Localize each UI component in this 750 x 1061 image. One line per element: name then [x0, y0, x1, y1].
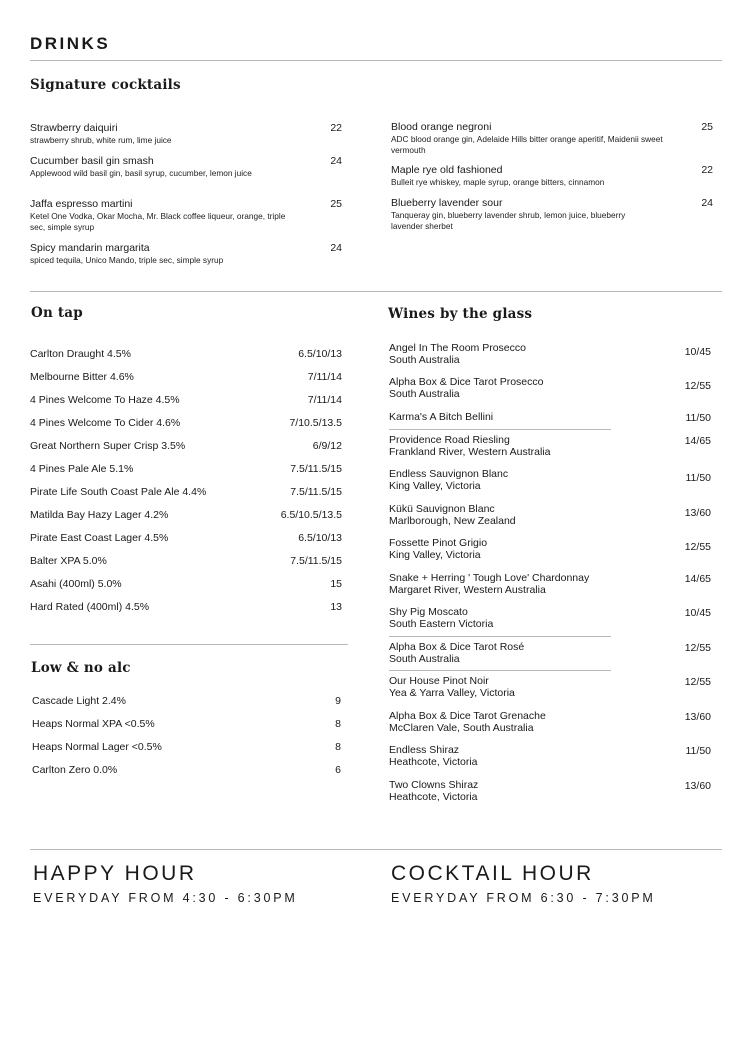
cocktail-hour-block	[391, 862, 656, 905]
low-price: 8	[335, 741, 341, 753]
happy-hour-title: HAPPY HOUR	[33, 862, 197, 885]
cocktail-desc: Tanqueray gin, blueberry lavender shrub, lemon juice, blueberry lavender sherbet	[391, 210, 626, 231]
tap-name: 4 Pines Pale Ale 5.1%	[30, 463, 134, 475]
low-no-heading: Low & no alc	[31, 660, 131, 676]
wine-region: Heathcote, Victoria	[389, 790, 478, 803]
cocktail-name: Blueberry lavender sour	[391, 197, 503, 209]
cocktail-desc: Bulleit rye whiskey, maple syrup, orange bitters, cinnamon	[391, 177, 605, 187]
wine-price: 12/55	[684, 541, 711, 553]
wine-name: Snake + Herring ' Tough Love' Chardonnay	[389, 572, 590, 584]
cocktail-item	[30, 242, 350, 266]
tap-price: 7.5/11.5/15	[290, 555, 342, 567]
section-divider	[30, 644, 348, 645]
tap-name: Pirate Life South Coast Pale Ale 4.4%	[30, 486, 207, 498]
tap-price: 6.5/10/13	[298, 532, 342, 544]
low-price: 9	[335, 695, 341, 707]
wine-price: 14/65	[684, 435, 711, 447]
wine-price: 14/65	[684, 573, 711, 585]
tap-price: 15	[330, 578, 342, 590]
wine-price: 13/60	[684, 780, 711, 792]
wine-name: Alpha Box & Dice Tarot Rosé	[389, 641, 525, 653]
cocktail-name: Cucumber basil gin smash	[30, 155, 154, 167]
cocktail-desc: strawberry shrub, white rum, lime juice	[30, 135, 172, 145]
cocktail-item	[391, 164, 713, 188]
wine-name: Fossette Pinot Grigio	[389, 537, 488, 549]
low-price: 8	[335, 718, 341, 730]
tap-price: 7/11/14	[307, 394, 342, 406]
wine-price: 11/50	[685, 472, 711, 484]
tap-name: Asahi (400ml) 5.0%	[30, 578, 122, 590]
wine-name: Two Clowns Shiraz	[389, 779, 479, 791]
wine-region: Frankland River, Western Australia	[389, 445, 551, 458]
tap-price: 6.5/10.5/13.5	[280, 509, 342, 521]
wine-price: 13/60	[684, 507, 711, 519]
cocktail-name: Jaffa espresso martini	[30, 198, 133, 210]
cocktail-item	[30, 122, 350, 146]
wine-region: King Valley, Victoria	[389, 548, 481, 561]
cocktail-hour-title: COCKTAIL HOUR	[391, 862, 594, 885]
wines-heading: Wines by the glass	[388, 306, 533, 322]
tap-name: 4 Pines Welcome To Haze 4.5%	[30, 394, 180, 406]
list-item	[389, 504, 711, 527]
wine-name: Kükü Sauvignon Blanc	[389, 503, 495, 515]
tap-name: Carlton Draught 4.5%	[30, 348, 131, 360]
signature-heading: Signature cocktails	[30, 77, 181, 93]
list-item	[389, 676, 711, 699]
title-divider	[30, 60, 722, 61]
tap-name: Pirate East Coast Lager 4.5%	[30, 532, 169, 544]
wine-region: Marlborough, New Zealand	[389, 514, 516, 527]
list-item	[389, 377, 711, 400]
wine-name: Angel In The Room Prosecco	[389, 342, 526, 354]
cocktail-desc: Ketel One Vodka, Okar Mocha, Mr. Black coffee liqueur, orange, triple sec, simple syrup	[30, 211, 286, 232]
list-item	[389, 538, 711, 561]
wine-region: McClaren Vale, South Australia	[389, 721, 534, 734]
happy-hour-block	[33, 862, 298, 905]
cocktail-price: 25	[330, 198, 342, 210]
cocktail-name: Maple rye old fashioned	[391, 164, 503, 176]
wine-price: 11/50	[685, 745, 711, 757]
list-item	[30, 532, 342, 544]
cocktail-desc: Applewood wild basil gin, basil syrup, cucumber, lemon juice	[30, 168, 252, 178]
cocktail-name: Spicy mandarin margarita	[30, 242, 150, 254]
wine-name: Our House Pinot Noir	[389, 675, 489, 687]
wine-price: 12/55	[684, 676, 711, 688]
wine-divider	[389, 429, 611, 430]
wine-region: South Australia	[389, 387, 460, 400]
list-item	[30, 463, 342, 475]
tap-price: 13	[330, 601, 342, 613]
wine-region: South Eastern Victoria	[389, 617, 494, 630]
tap-price: 6.5/10/13	[298, 348, 342, 360]
list-item	[30, 601, 342, 613]
cocktail-hour-time: EVERYDAY FROM 6:30 - 7:30PM	[391, 891, 656, 905]
cocktail-price: 24	[701, 197, 713, 209]
list-item	[32, 695, 341, 707]
wine-region: South Australia	[389, 353, 460, 366]
list-item	[30, 509, 342, 521]
list-item	[389, 745, 711, 768]
list-item	[32, 764, 341, 776]
list-item	[30, 578, 342, 590]
cocktail-desc: ADC blood orange gin, Adelaide Hills bitter orange aperitif, Maidenii sweet vermouth	[391, 134, 663, 155]
cocktail-item	[30, 155, 350, 179]
wine-region: South Australia	[389, 652, 460, 665]
wine-name: Alpha Box & Dice Tarot Grenache	[389, 710, 546, 722]
tap-name: 4 Pines Welcome To Cider 4.6%	[30, 417, 181, 429]
cocktail-name: Blood orange negroni	[391, 121, 492, 133]
tap-price: 7/10.5/13.5	[289, 417, 342, 429]
list-item	[389, 469, 711, 492]
list-item	[30, 348, 342, 360]
wine-name: Endless Sauvignon Blanc	[389, 468, 509, 480]
wine-region: Margaret River, Western Australia	[389, 583, 546, 596]
list-item	[389, 711, 711, 734]
page-title: DRINKS	[30, 34, 111, 53]
wine-region: King Valley, Victoria	[389, 479, 481, 492]
wine-price: 11/50	[685, 412, 711, 424]
wine-price: 10/45	[684, 607, 711, 619]
low-name: Carlton Zero 0.0%	[32, 764, 118, 776]
tap-name: Melbourne Bitter 4.6%	[30, 371, 134, 383]
tap-name: Balter XPA 5.0%	[30, 555, 107, 567]
wine-name: Alpha Box & Dice Tarot Prosecco	[389, 376, 544, 388]
list-item	[389, 780, 711, 803]
list-item	[30, 440, 342, 452]
wine-price: 10/45	[684, 346, 711, 358]
wine-price: 12/55	[684, 380, 711, 392]
list-item	[32, 718, 341, 730]
list-item	[30, 394, 342, 406]
list-item	[30, 417, 342, 429]
on-tap-heading: On tap	[31, 305, 83, 321]
tap-name: Matilda Bay Hazy Lager 4.2%	[30, 509, 169, 521]
tap-price: 6/9/12	[312, 440, 342, 452]
tap-name: Great Northern Super Crisp 3.5%	[30, 440, 186, 452]
tap-name: Hard Rated (400ml) 4.5%	[30, 601, 150, 613]
wine-name: Karma's A Bitch Bellini	[389, 411, 494, 423]
tap-price: 7.5/11.5/15	[290, 463, 342, 475]
wine-name: Providence Road Riesling	[389, 434, 510, 446]
list-item	[30, 555, 342, 567]
low-name: Cascade Light 2.4%	[32, 695, 126, 707]
tap-price: 7/11/14	[307, 371, 342, 383]
cocktail-price: 25	[701, 121, 713, 133]
list-item	[389, 642, 711, 665]
cocktail-desc: spiced tequila, Unico Mando, triple sec, simple syrup	[30, 255, 224, 265]
cocktail-price: 24	[330, 242, 342, 254]
wine-region: Heathcote, Victoria	[389, 755, 478, 768]
wine-name: Endless Shiraz	[389, 744, 460, 756]
list-item	[389, 573, 711, 596]
low-name: Heaps Normal Lager <0.5%	[32, 741, 162, 753]
wine-divider	[389, 670, 611, 671]
list-item	[389, 435, 711, 458]
low-name: Heaps Normal XPA <0.5%	[32, 718, 155, 730]
wine-price: 13/60	[684, 711, 711, 723]
list-item	[30, 371, 342, 383]
cocktail-price: 22	[701, 164, 713, 176]
cocktail-price: 24	[330, 155, 342, 167]
cocktail-item	[391, 197, 713, 231]
happy-hour-time: EVERYDAY FROM 4:30 - 6:30PM	[33, 891, 298, 905]
list-item	[389, 412, 711, 424]
cocktail-item	[391, 121, 713, 155]
cocktail-item	[30, 198, 350, 232]
wine-price: 12/55	[684, 642, 711, 654]
list-item	[32, 741, 341, 753]
wine-divider	[389, 636, 611, 637]
low-price: 6	[335, 764, 341, 776]
cocktail-name: Strawberry daiquiri	[30, 122, 118, 134]
wine-name: Shy Pig Moscato	[389, 606, 468, 618]
wine-region: Yea & Yarra Valley, Victoria	[389, 686, 515, 699]
section-divider	[30, 291, 722, 292]
footer-divider	[30, 849, 722, 850]
list-item	[30, 486, 342, 498]
list-item	[389, 343, 711, 366]
tap-price: 7.5/11.5/15	[290, 486, 342, 498]
list-item	[389, 607, 711, 630]
cocktail-price: 22	[330, 122, 342, 134]
